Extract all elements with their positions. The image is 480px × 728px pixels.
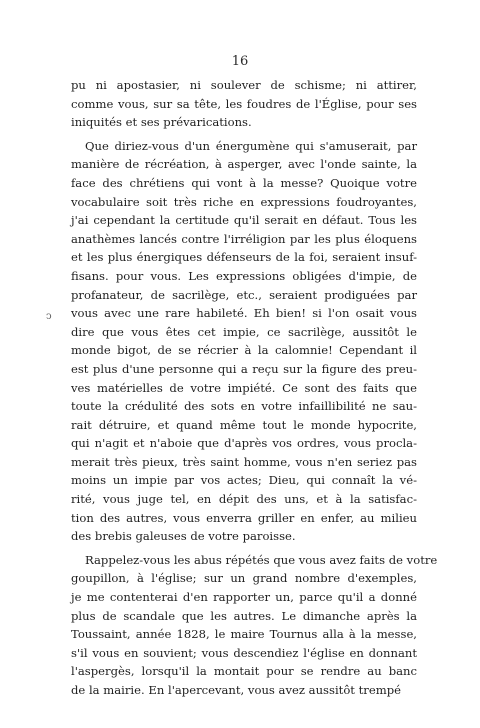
text-line: manière de récréation, à asperger, avec l'onde sainte, la — [71, 157, 417, 172]
text-line: rait détruire, et quand même tout le monde hypocrite, — [71, 417, 417, 432]
paragraph — [71, 76, 417, 132]
text-line: profanateur, de sacrilège, etc., seraient prodiguées par — [71, 287, 417, 302]
text-line: Que diriez-vous d'un énergumène qui s'amuserait, par — [85, 138, 417, 153]
text-line: Rappelez-vous les abus répétés que vous avez faits de votre — [85, 552, 438, 567]
text-line: monde bigot, de se récrier à la calomnie! Cependant il — [71, 343, 417, 358]
text-line: dire que vous êtes cet impie, ce sacrilège, aussitôt le — [71, 324, 417, 339]
text-line: goupillon, à l'église; sur un grand nombre d'exemples, — [71, 571, 417, 586]
text-line: vous avec une rare habileté. Eh bien! si l'on osait vous — [71, 306, 417, 321]
text-line: s'il vous en souvient; vous descendiez l'église en donnant — [71, 645, 417, 660]
text-line: tion des autres, vous enverra griller en enfer, au milieu — [71, 510, 417, 525]
text-line: merait très pieux, très saint homme, vous n'en seriez pas — [71, 454, 417, 469]
text-line: et les plus énergiques défenseurs de la foi, seraient insuf- — [71, 250, 417, 265]
text-line: toute la crédulité des sots en votre infaillibilité ne sau- — [71, 399, 417, 414]
text-line: fisans. pour vous. Les expressions obligées d'impie, de — [71, 268, 417, 283]
text-line: de la mairie. En l'apercevant, vous avez aussitôt trempé — [71, 683, 401, 697]
text-line: je me contenterai d'en rapporter un, parce qu'il a donné — [71, 590, 417, 605]
text-line: des brebis galeuses de votre paroisse. — [71, 529, 296, 544]
text-line: face des chrétiens qui vont à la messe? Quoique votre — [71, 175, 417, 190]
text-line: iniquités et ses prévarications. — [71, 115, 252, 130]
text-line: qui n'agit et n'aboie que d'après vos ordres, vous procla- — [71, 436, 417, 451]
text-line: moins un impie par vos actes; Dieu, qui connaît la vé- — [71, 473, 417, 488]
text-line: plus de scandale que les autres. Le dimanche après la — [71, 608, 417, 623]
paragraph — [71, 551, 438, 700]
body-text — [71, 76, 438, 700]
page-number: 16 — [231, 54, 249, 69]
text-line: est plus d'une personne qui a reçu sur la figure des preu- — [71, 361, 417, 376]
text-line: ves matérielles de votre impiété. Ce sont des faits que — [71, 380, 417, 395]
text-line: j'ai cependant la certitude qu'il serait en défaut. Tous les — [71, 213, 417, 228]
margin-mark: ↄ — [46, 311, 52, 322]
paragraph — [71, 137, 417, 546]
text-line: Toussaint, année 1828, le maire Tournus alla à la messe, — [71, 627, 417, 642]
text-line: pu ni apostasier, ni soulever de schisme; ni attirer, — [71, 78, 417, 92]
text-line: comme vous, sur sa tête, les foudres de l'Église, pour ses — [71, 96, 417, 111]
text-line: vocabulaire soit très riche en expressions foudroyantes, — [71, 194, 417, 209]
text-line: l'aspergès, lorsqu'il la montait pour se rendre au banc — [71, 664, 417, 679]
text-line: rité, vous juge tel, en dépit des uns, et à la satisfac- — [71, 492, 417, 507]
text-line: anathèmes lancés contre l'irréligion par les plus éloquens — [71, 231, 417, 246]
